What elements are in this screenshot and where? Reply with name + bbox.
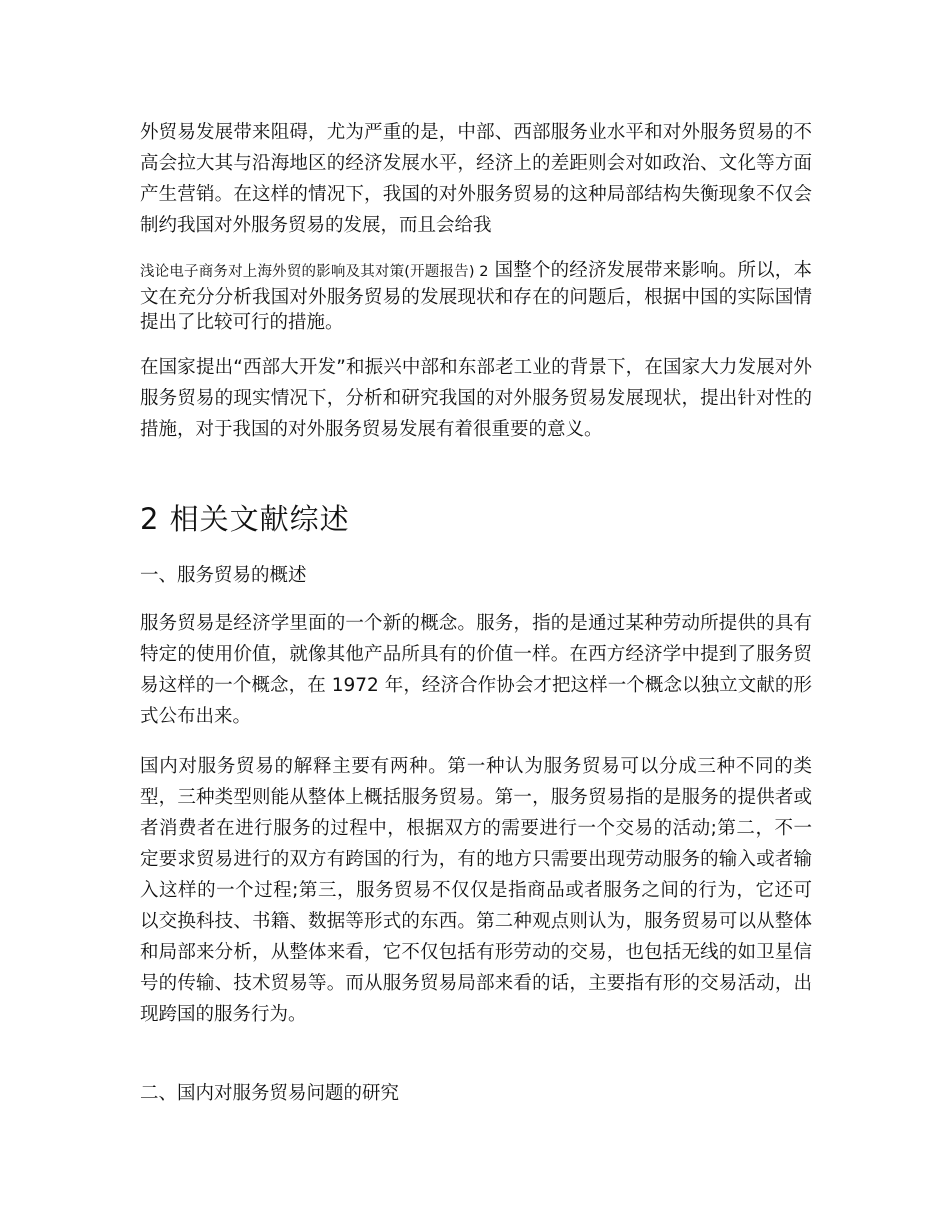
subsection-title-1: 一、服务贸易的概述	[140, 565, 307, 586]
paragraph-trade-obstacle: 外贸易发展带来阻碍，尤为严重的是，中部、西部服务业水平和对外服务贸易的不高会拉大其与沿海地区的经济发展水平，经济上的差距则会对如政治、文化等方面产生营销。在这样的情况下，我国的对外服务贸易的这种局部结构失衡现象不仅会制约我国对外服务贸易的发展，而且会给我	[140, 122, 812, 236]
paragraph-background: 在国家提出“西部大开发”和振兴中部和东部老工业的背景下，在国家大力发展对外服务贸易的现实情况下，分析和研究我国的对外服务贸易发展现状，提出针对性的措施，对于我国的对外服务贸易发展有着很重要的意义。	[140, 357, 812, 440]
paragraph-concept: 服务贸易是经济学里面的一个新的概念。服务，指的是通过某种劳动所提供的具有特定的使用价值，就像其他产品所具有的价值一样。在西方经济学中提到了服务贸易这样的一个概念，在 1972 年，经济合作协会才把这样一个概念以独立文献的形式公布出来。	[140, 613, 812, 727]
section-title: 2 相关文献综述	[140, 502, 350, 536]
running-header: 浅论电子商务对上海外贸的影响及其对策(开题报告) 2	[140, 264, 489, 280]
paragraph-with-running-header	[140, 258, 812, 335]
paragraph-interpretation: 国内对服务贸易的解释主要有两种。第一种认为服务贸易可以分成三种不同的类型，三种类型则能从整体上概括服务贸易。第一，服务贸易指的是服务的提供者或者消费者在进行服务的过程中，根据双方的需要进行一个交易的活动;第二，不一定要求贸易进行的双方有跨国的行为，有的地方只需要出现劳动服务的输入或者输入这样的一个过程;第三，服务贸易不仅仅是指商品或者服务之间的行为，它还可以交换科技、书籍、数据等形式的东西。第二种观点则认为，服务贸易可以从整体和局部来分析，从整体来看，它不仅包括有形劳动的交易，也包括无线的如卫星信号的传输、技术贸易等。而从服务贸易局部来看的话，主要指有形的交易活动，出现跨国的服务行为。	[140, 756, 812, 1025]
continued-text: 国整个的经济发展带来影响。所以，本文在充分分析我国对外服务贸易的发展现状和存在的问题后，根据中国的实际国情提出了比较可行的措施。	[140, 260, 812, 333]
subsection-title-2: 二、国内对服务贸易问题的研究	[140, 1083, 400, 1104]
